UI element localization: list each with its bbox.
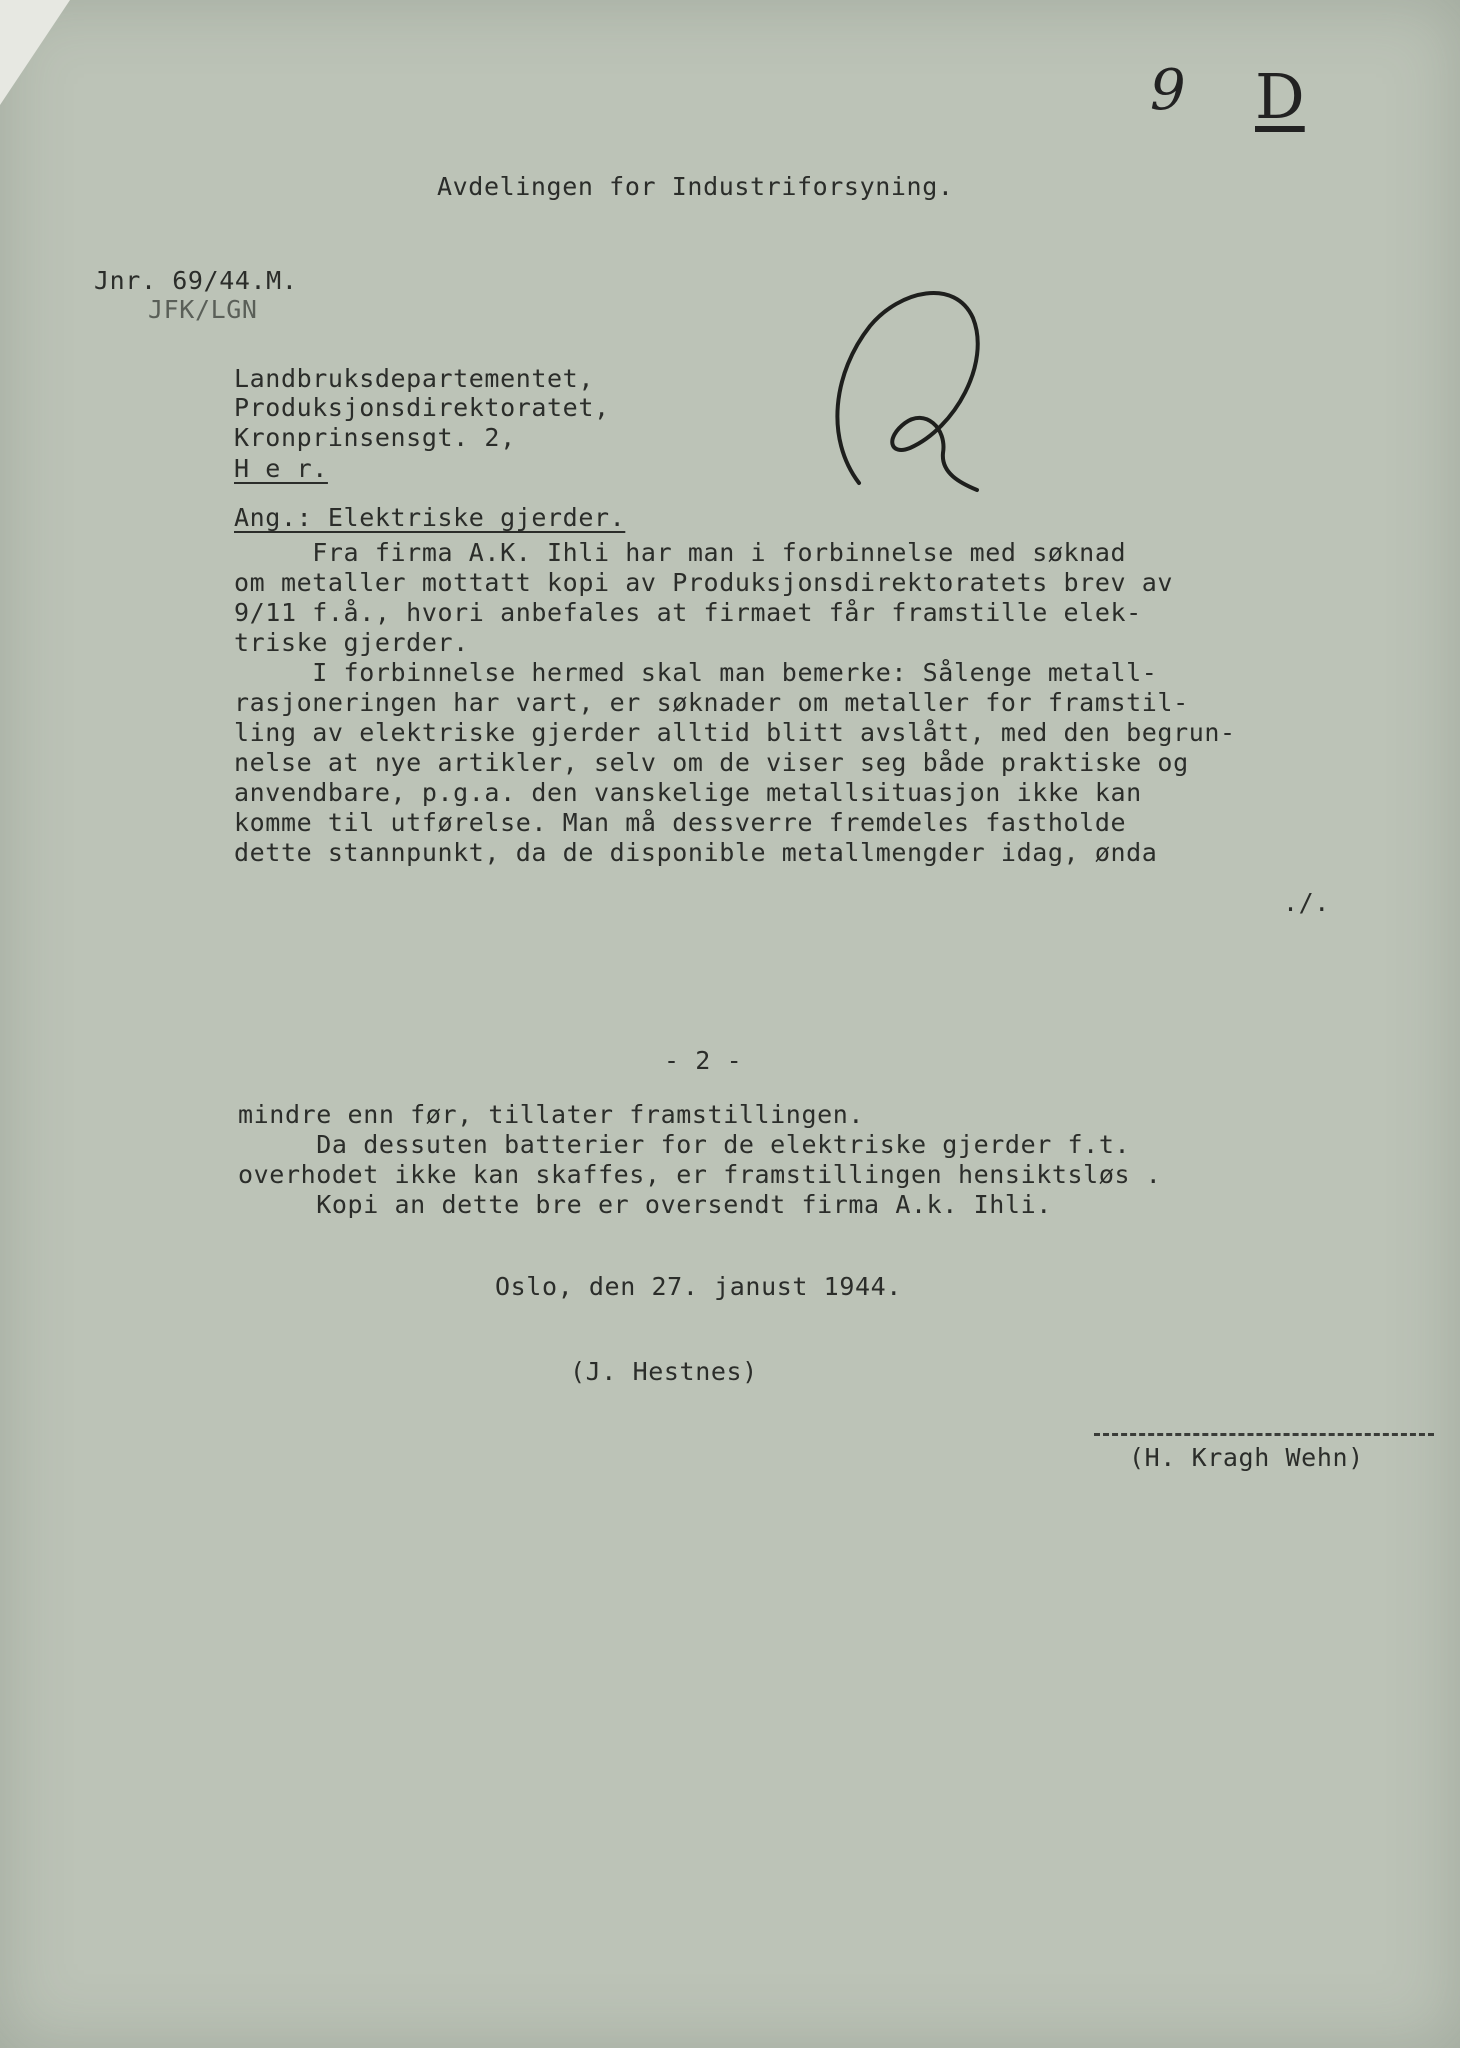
body-line: ling av elektriske gjerder alltid blitt avslått, med den begrun- xyxy=(234,718,1236,747)
recipient-line: H e r. xyxy=(234,454,328,483)
body-line: overhodet ikke kan skaffes, er framstillingen hensiktsløs . xyxy=(238,1160,1162,1189)
body-line: I forbinnelse hermed skal man bemerke: Sålenge metall- xyxy=(234,658,1158,687)
recipient-line: Landbruksdepartementet, xyxy=(234,364,594,393)
department-heading: Avdelingen for Industriforsyning. xyxy=(437,172,954,201)
signature-kragh-wehn: (H. Kragh Wehn) xyxy=(1129,1443,1364,1472)
body-line: dette stannpunkt, da de disponible metallmengder idag, ønda xyxy=(234,838,1158,867)
continuation-mark: ./. xyxy=(1283,888,1330,917)
signature-hestnes: (J. Hestnes) xyxy=(570,1357,758,1386)
body-line: Kopi an dette bre er oversendt firma A.k. Ihli. xyxy=(238,1190,1052,1219)
signature-line xyxy=(1094,1433,1434,1436)
body-line: triske gjerder. xyxy=(234,628,469,657)
recipient-line: Kronprinsensgt. 2, xyxy=(234,423,516,452)
body-line: Da dessuten batterier for de elektriske gjerder f.t. xyxy=(238,1130,1131,1159)
handwritten-letter: D xyxy=(1255,60,1305,133)
body-line: anvendbare, p.g.a. den vanskelige metallsituasjon ikke kan xyxy=(234,778,1142,807)
folded-corner xyxy=(0,0,70,105)
page-number: - 2 - xyxy=(664,1046,743,1075)
body-line: rasjoneringen har vart, er søknader om metaller for framstil- xyxy=(234,688,1189,717)
body-line: 9/11 f.å., hvori anbefales at firmaet får framstille elek- xyxy=(234,598,1142,627)
handwritten-number: 9 xyxy=(1150,58,1186,123)
body-line: nelse at nye artikler, selv om de viser seg både praktiske og xyxy=(234,748,1189,777)
body-line: komme til utførelse. Man må dessverre fremdeles fastholde xyxy=(234,808,1127,837)
reference-initials: JFK/LGN xyxy=(148,295,258,324)
dateline: Oslo, den 27. janust 1944. xyxy=(495,1272,902,1301)
body-line: Fra firma A.K. Ihli har man i forbinnelse med søknad xyxy=(234,538,1127,567)
handwritten-initial-mark xyxy=(815,278,995,503)
body-line: mindre enn før, tillater framstillingen. xyxy=(238,1100,865,1129)
subject-line: Ang.: Elektriske gjerder. xyxy=(234,503,626,532)
journal-number: Jnr. 69/44.M. xyxy=(94,266,298,295)
body-line: om metaller mottatt kopi av Produksjonsdirektoratets brev av xyxy=(234,568,1174,597)
recipient-line: Produksjonsdirektoratet, xyxy=(234,393,610,422)
